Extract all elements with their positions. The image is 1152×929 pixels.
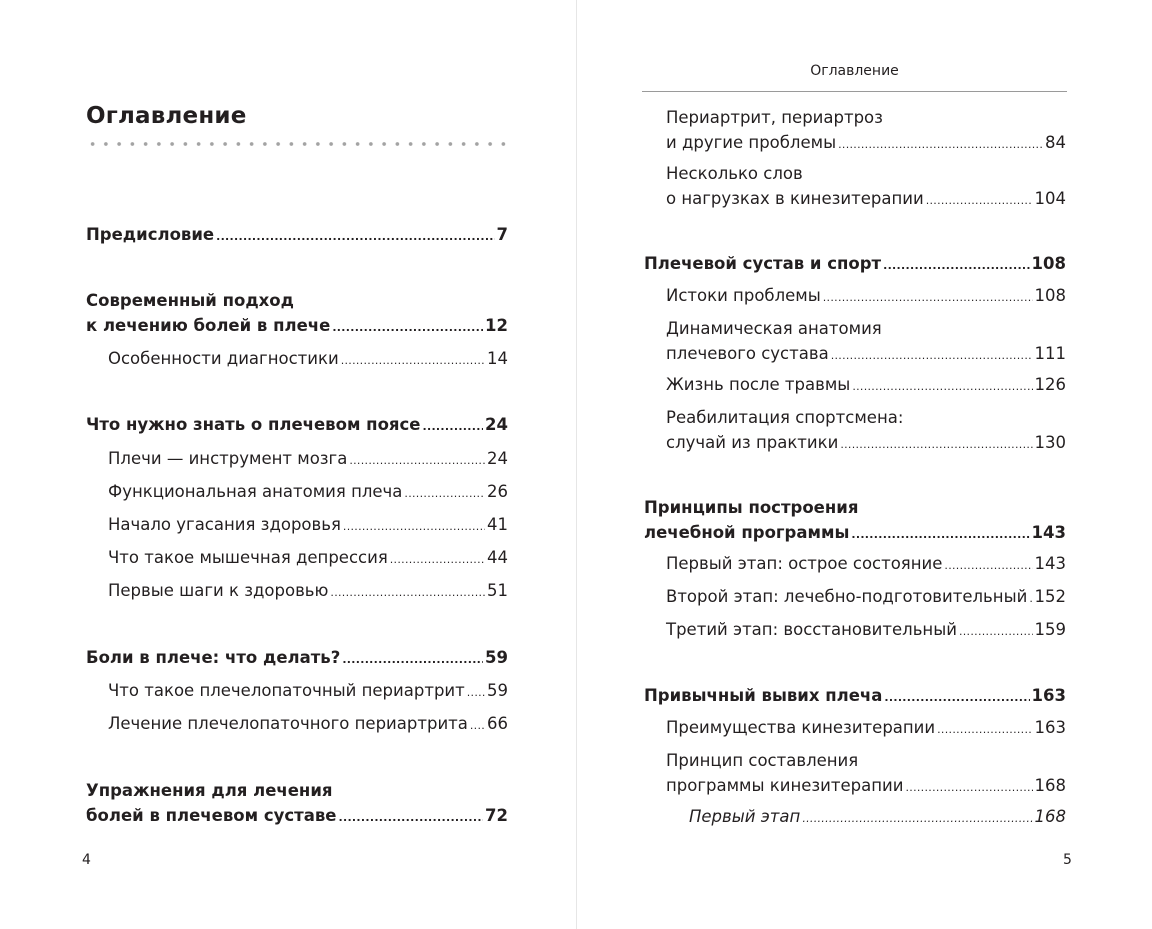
- leader-dots: [467, 681, 485, 706]
- toc-entry-section[interactable]: [666, 317, 1066, 368]
- toc-entry-title-line: Современный подход: [86, 291, 294, 310]
- header-rule: [642, 91, 1067, 92]
- toc-page-number: 26: [487, 482, 508, 501]
- toc-entry-title: Предисловие: [86, 225, 215, 244]
- running-head: Оглавление: [810, 63, 899, 79]
- toc-entry-title: Что такое плечелопаточный периартрит: [108, 681, 465, 700]
- leader-dots: [342, 648, 483, 673]
- toc-entry-title: плечевого сустава: [666, 343, 829, 363]
- toc-entry-section[interactable]: [666, 284, 1066, 311]
- toc-entry-section[interactable]: [108, 546, 508, 573]
- leader-dots: [840, 433, 1032, 458]
- leader-dots: [390, 548, 485, 573]
- leader-dots: [823, 286, 1033, 311]
- toc-page-number: 163: [1031, 686, 1066, 705]
- toc-page-number: 108: [1031, 254, 1066, 273]
- toc-entry-title-line: Динамическая анатомия: [666, 319, 882, 338]
- toc-entry-chapter[interactable]: [644, 684, 1066, 711]
- toc-entry-title-line: Реабилитация спортсмена:: [666, 408, 904, 427]
- toc-entry-title: программы кинезитерапии: [666, 775, 904, 795]
- toc-entry-title: Второй этап: лечебно-подготовительный: [666, 587, 1028, 606]
- toc-entry-section[interactable]: [108, 679, 508, 706]
- toc-entry-title: о нагрузках в кинезитерапии: [666, 188, 924, 208]
- toc-entry-title: лечебной программы: [644, 522, 850, 542]
- toc-entry-title: Жизнь после травмы: [666, 375, 851, 394]
- toc-page-number: 66: [487, 714, 508, 733]
- toc-page-number: 14: [487, 349, 508, 368]
- leader-dots: [944, 554, 1032, 579]
- leader-dots: [852, 375, 1032, 400]
- toc-entry-title: к лечению болей в плече: [86, 315, 331, 335]
- leader-dots: [341, 349, 485, 374]
- toc-page-number: 152: [1034, 587, 1066, 606]
- toc-entry-title: Преимущества кинезитерапии: [666, 718, 936, 737]
- toc-entry-title-line: Несколько слов: [666, 164, 803, 183]
- toc-page-number: 84: [1045, 132, 1066, 152]
- toc-entry-title: Что такое мышечная депрессия: [108, 548, 388, 567]
- leader-dots: [838, 133, 1043, 158]
- toc-entry-chapter[interactable]: [644, 252, 1066, 279]
- leader-dots: [883, 254, 1029, 279]
- leader-dots: [404, 482, 485, 507]
- toc-page-number: 51: [487, 581, 508, 600]
- toc-page-number: 7: [496, 225, 508, 244]
- toc-entry-chapter[interactable]: [86, 223, 508, 250]
- toc-page-number: 143: [1031, 522, 1066, 542]
- toc-page-number: 108: [1034, 286, 1066, 305]
- toc-entry-chapter[interactable]: [644, 496, 1066, 547]
- page-title: Оглавление: [86, 103, 247, 129]
- right-page: [577, 0, 1152, 929]
- toc-entry-title: болей в плечевом суставе: [86, 805, 337, 825]
- leader-dots: [338, 806, 483, 831]
- toc-page-number: 111: [1034, 343, 1066, 363]
- leader-dots: [470, 714, 485, 739]
- toc-entry-title: Начало угасания здоровья: [108, 515, 341, 534]
- leader-dots: [884, 686, 1029, 711]
- leader-dots: [332, 316, 483, 341]
- toc-entry-title: Первый этап: [689, 807, 801, 826]
- leader-dots: [422, 415, 483, 440]
- toc-entry-title: Функциональная анатомия плеча: [108, 482, 403, 501]
- toc-entry-title: Первые шаги к здоровью: [108, 581, 329, 600]
- toc-page-number: 24: [487, 449, 508, 468]
- toc-page-number: 130: [1034, 432, 1066, 452]
- page-number-footer: 5: [1063, 852, 1072, 868]
- toc-entry-title-line: Принцип составления: [666, 751, 859, 770]
- toc-page-number: 126: [1034, 375, 1066, 394]
- toc-entry-title: Боли в плече: что делать?: [86, 648, 341, 667]
- leader-dots: [959, 620, 1033, 645]
- toc-entry-section[interactable]: [666, 618, 1066, 645]
- toc-entry-section[interactable]: [108, 447, 508, 474]
- toc-entry-chapter[interactable]: [86, 779, 508, 830]
- toc-entry-section[interactable]: [666, 749, 1066, 800]
- leader-dots: [937, 718, 1032, 743]
- toc-page-number: 72: [485, 805, 508, 825]
- toc-page-number: 59: [485, 648, 508, 667]
- toc-page-number: 168: [1034, 775, 1066, 795]
- toc-page-number: 44: [487, 548, 508, 567]
- toc-entry-section[interactable]: [108, 579, 508, 606]
- toc-entry-section[interactable]: [666, 373, 1066, 400]
- toc-page-number: 163: [1034, 718, 1066, 737]
- toc-entry-title-line: Упражнения для лечения: [86, 781, 333, 800]
- toc-entry-title: Лечение плечелопаточного периартрита: [108, 714, 468, 733]
- toc-entry-title: Особенности диагностики: [108, 349, 339, 368]
- toc-entry-chapter[interactable]: [86, 413, 508, 440]
- leader-dots: [906, 776, 1033, 801]
- toc-entry-chapter[interactable]: [86, 289, 508, 340]
- toc-entry-section[interactable]: [666, 552, 1066, 579]
- toc-page-number: 168: [1034, 807, 1066, 826]
- dotted-divider: [86, 141, 510, 147]
- leader-dots: [802, 807, 1032, 832]
- toc-entry-section[interactable]: [108, 712, 508, 739]
- toc-page-number: 104: [1034, 188, 1066, 208]
- toc-page-number: 12: [485, 315, 508, 335]
- toc-entry-title: и другие проблемы: [666, 132, 837, 152]
- toc-entry-section[interactable]: [666, 585, 1066, 612]
- leader-dots: [926, 189, 1033, 214]
- leader-dots: [343, 515, 485, 540]
- toc-entry-chapter[interactable]: [86, 646, 508, 673]
- page-number-footer: 4: [82, 852, 91, 868]
- toc-entry-section[interactable]: [108, 347, 508, 374]
- toc-entry-section[interactable]: [666, 106, 1066, 157]
- toc-entry-section[interactable]: [666, 716, 1066, 743]
- toc-entry-section[interactable]: [108, 480, 508, 507]
- toc-entry-section[interactable]: [108, 513, 508, 540]
- leader-dots: [831, 344, 1033, 369]
- leader-dots: [216, 225, 494, 250]
- toc-entry-title-line: Периартрит, периартроз: [666, 108, 883, 127]
- leader-dots: [851, 523, 1029, 548]
- toc-entry-title: Плечи — инструмент мозга: [108, 449, 348, 468]
- toc-entry-title: Плечевой сустав и спорт: [644, 254, 882, 273]
- toc-entry-section[interactable]: [666, 406, 1066, 457]
- toc-page-number: 41: [487, 515, 508, 534]
- toc-entry-title: Что нужно знать о плечевом поясе: [86, 415, 421, 434]
- toc-page-number: 159: [1034, 620, 1066, 639]
- leader-dots: [330, 581, 485, 606]
- leader-dots: [1029, 587, 1032, 612]
- toc-entry-title: Третий этап: восстановительный: [666, 620, 957, 639]
- leader-dots: [349, 449, 485, 474]
- toc-entry-section[interactable]: [666, 162, 1066, 213]
- toc-page-number: 59: [487, 681, 508, 700]
- toc-page-number: 24: [485, 415, 508, 434]
- toc-entry-title: Привычный вывих плеча: [644, 686, 883, 705]
- toc-entry-title: Первый этап: острое состояние: [666, 554, 943, 573]
- toc-entry-subsection[interactable]: [689, 805, 1066, 832]
- toc-page-number: 143: [1034, 554, 1066, 573]
- toc-entry-title: Истоки проблемы: [666, 286, 821, 305]
- toc-entry-title-line: Принципы построения: [644, 498, 859, 517]
- toc-entry-title: случай из практики: [666, 432, 839, 452]
